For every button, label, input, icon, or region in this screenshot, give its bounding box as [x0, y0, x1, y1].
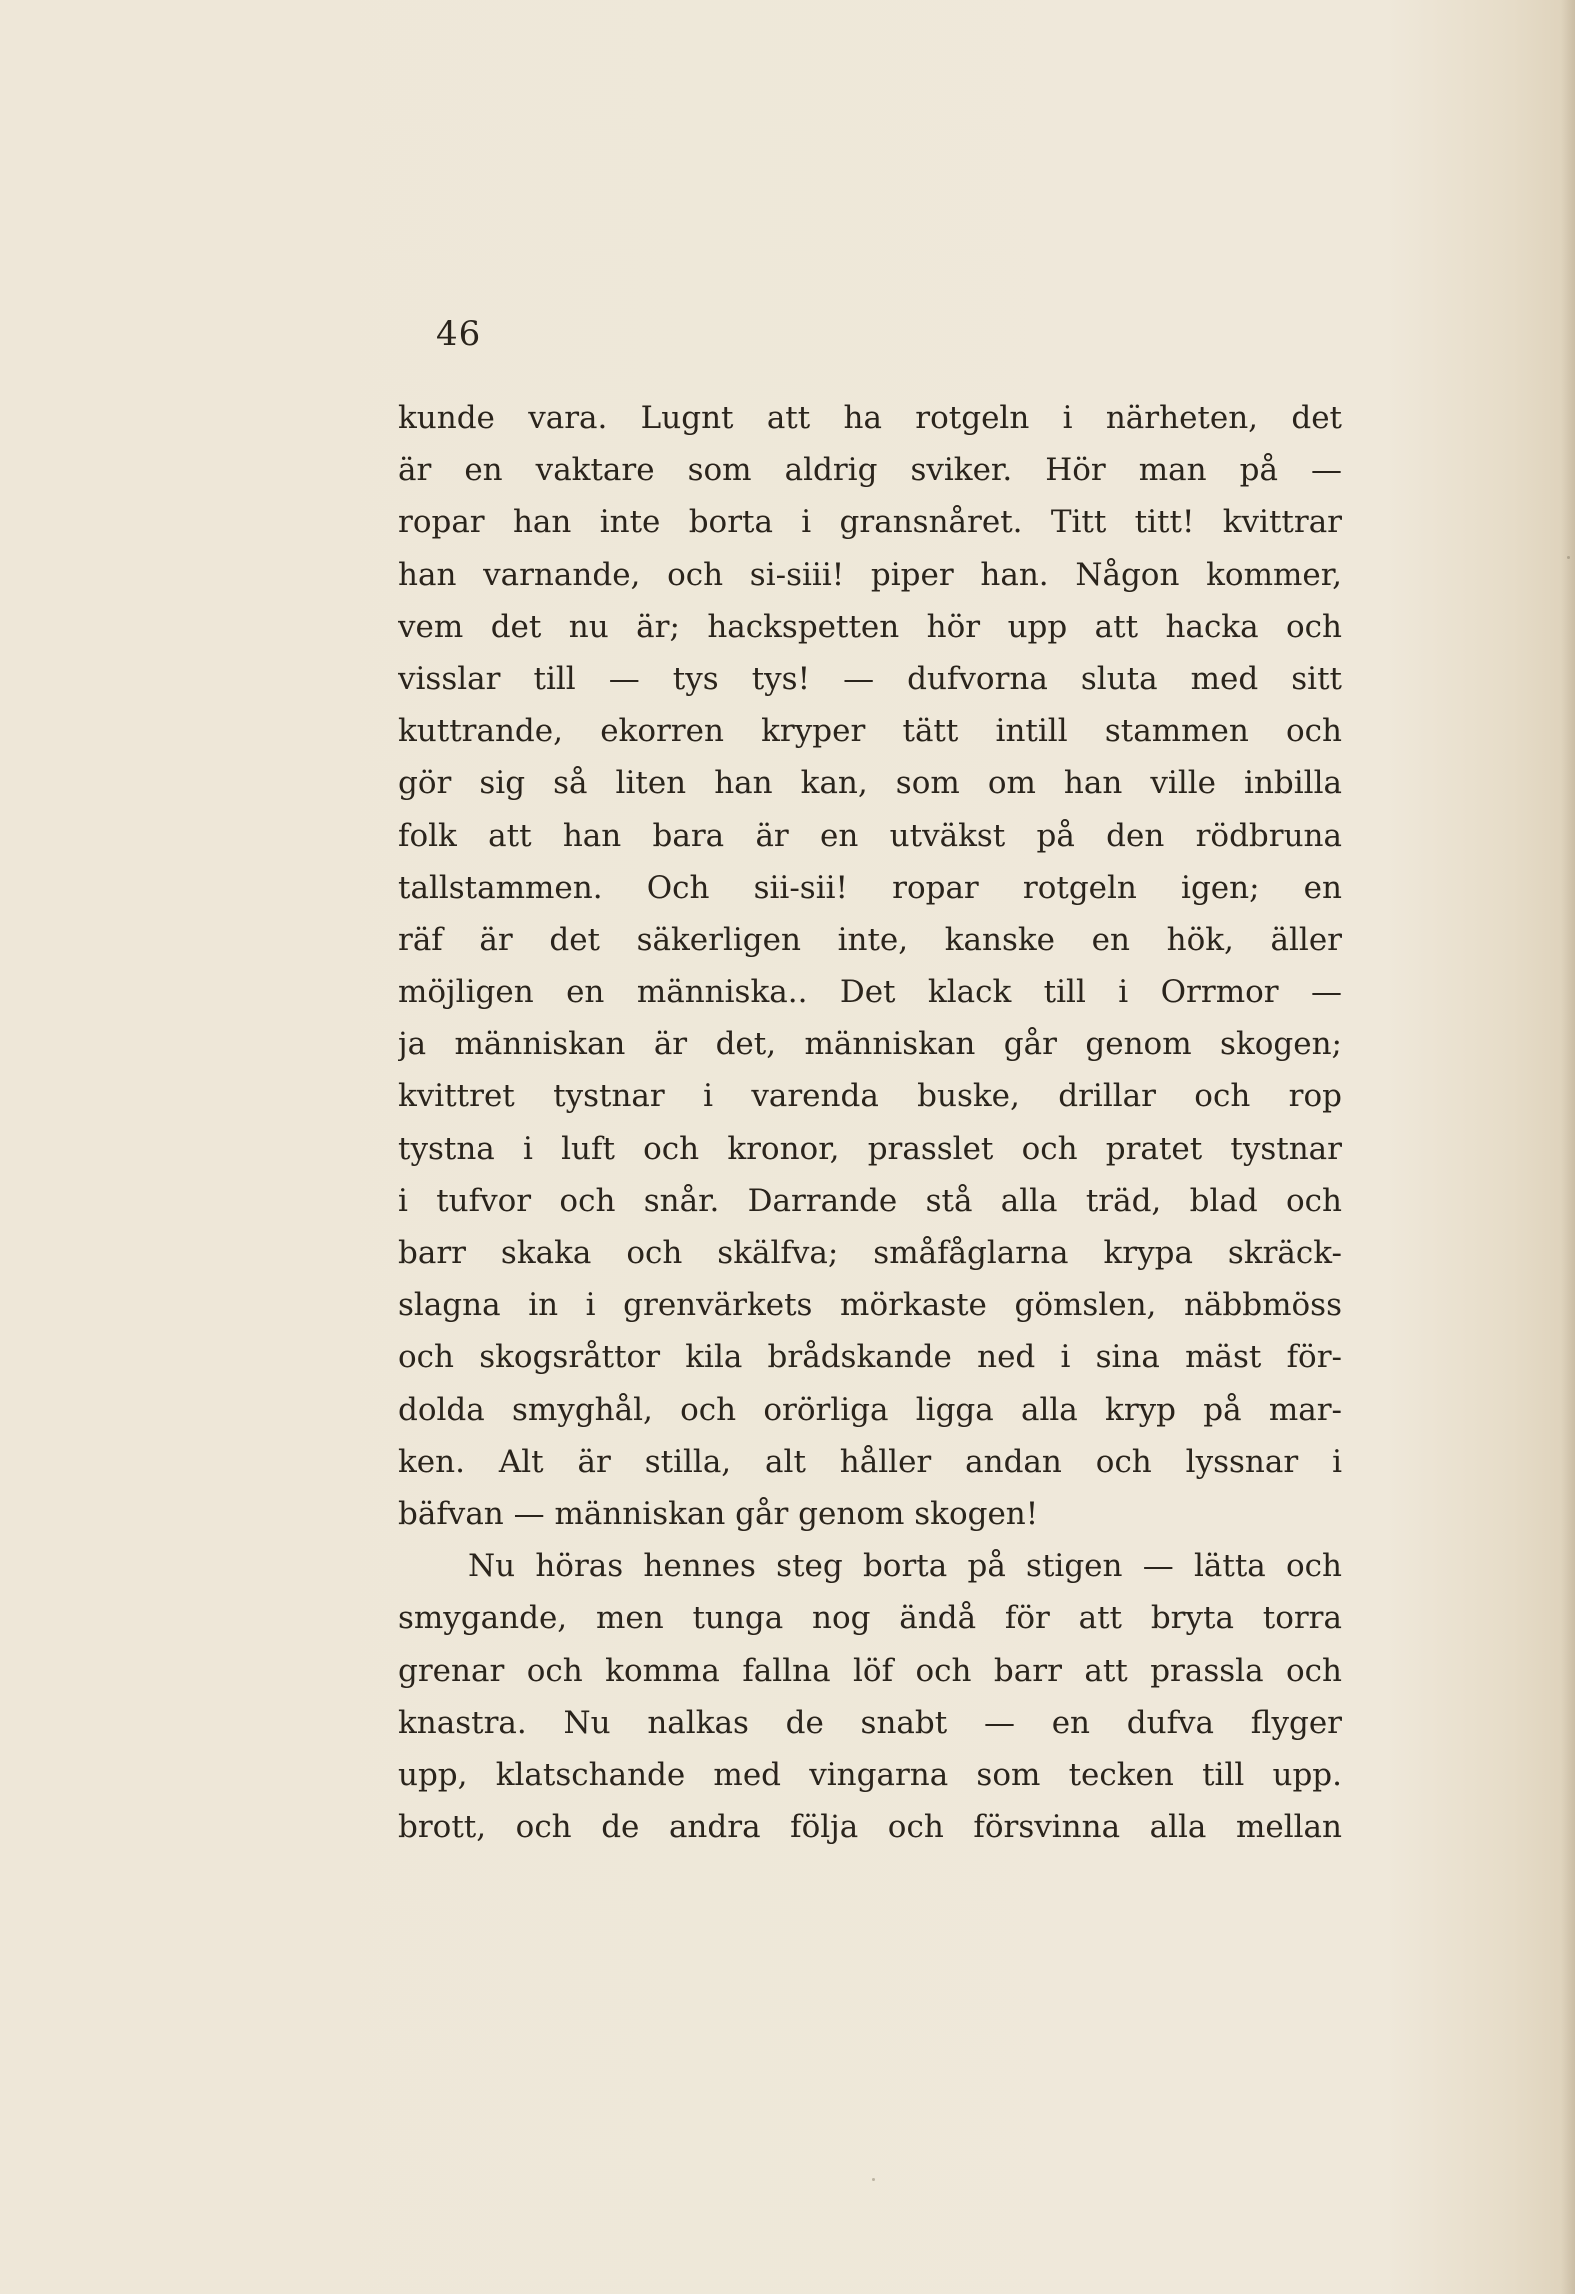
text-line: ken. Alt är stilla, alt håller andan och lyssnar i [398, 1443, 1342, 1480]
text-line: visslar till — tys tys! — dufvorna sluta med sitt [398, 660, 1342, 697]
text-line: smygande, men tunga nog ändå för att bryta torra [398, 1600, 1342, 1637]
paragraph-end-line: bäfvan — människan går genom skogen! [398, 1495, 1039, 1532]
text-line: kvittret tystnar i varenda buske, drillar och rop [398, 1078, 1342, 1115]
text-line: möjligen en människa.. Det klack till i Orrmor — [398, 974, 1342, 1011]
text-line: brott, och de andra följa och försvinna alla mellan [398, 1809, 1342, 1846]
text-line: kunde vara. Lugnt att ha rotgeln i närheten, det [398, 400, 1342, 436]
text-line: knastra. Nu nalkas de snabt — en dufva flyger [398, 1704, 1342, 1741]
text-line: och skogsråttor kila brådskande ned i sina mäst för- [398, 1339, 1342, 1376]
page-edge-shadow [1561, 0, 1575, 2294]
text-line: barr skaka och skälfva; småfåglarna krypa skräck- [398, 1235, 1342, 1271]
text-line: gör sig så liten han kan, som om han ville inbilla [398, 765, 1342, 802]
text-line: ropar han inte borta i gransnåret. Titt titt! kvittrar [398, 504, 1342, 541]
text-line: han varnande, och si-siii! piper han. Någon kommer, [398, 556, 1342, 593]
text-line: tallstammen. Och sii-sii! ropar rotgeln igen; en [398, 869, 1342, 906]
paper-speck [872, 2178, 875, 2181]
text-line: upp, klatschande med vingarna som tecken till upp. [398, 1756, 1342, 1793]
text-line: är en vaktare som aldrig sviker. Hör man på — [398, 452, 1342, 489]
text-line: ja människan är det, människan går genom skogen; [398, 1026, 1342, 1063]
text-line: slagna in i grenvärkets mörkaste gömslen, näbbmöss [398, 1287, 1342, 1324]
text-line: i tufvor och snår. Darrande stå alla träd, blad och [398, 1182, 1342, 1219]
paragraph-start-line: Nu höras hennes steg borta på stigen — lätta och [468, 1548, 1342, 1585]
text-line: folk att han bara är en utväkst på den rödbruna [398, 817, 1342, 854]
page-number: 46 [436, 314, 482, 354]
text-line: dolda smyghål, och orörliga ligga alla kryp på mar- [398, 1391, 1342, 1428]
text-line: grenar och komma fallna löf och barr att prassla och [398, 1652, 1342, 1689]
text-line: räf är det säkerligen inte, kanske en hök, äller [398, 921, 1342, 958]
text-line: tystna i luft och kronor, prasslet och pratet tystnar [398, 1130, 1342, 1167]
text-line: vem det nu är; hackspetten hör upp att hacka och [398, 608, 1342, 645]
paper-speck [1567, 556, 1570, 559]
body-text [398, 392, 1342, 1853]
text-line: kuttrande, ekorren kryper tätt intill stammen och [398, 713, 1342, 750]
